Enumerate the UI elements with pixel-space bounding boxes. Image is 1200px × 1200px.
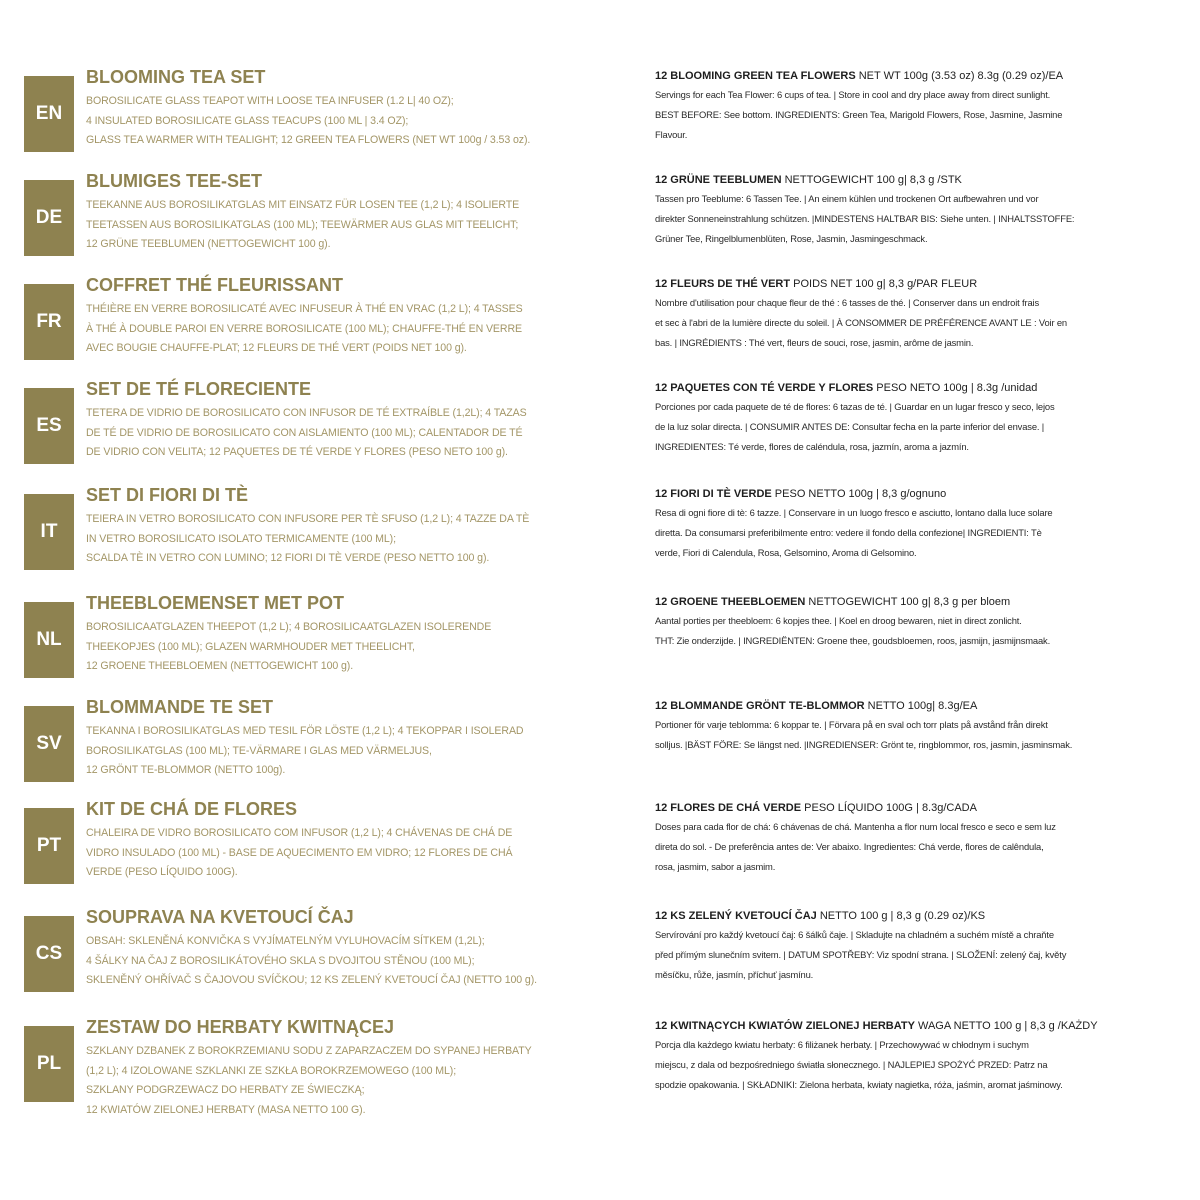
product-contents-line: SZKLANY PODGRZEWACZ DO HERBATY ZE ŚWIECZKĄ;	[86, 1084, 365, 1096]
product-contents-line: TETERA DE VIDRIO DE BOROSILICATO CON INFUSOR DE TÉ EXTRAÍBLE (1,2L); 4 TAZAS	[86, 407, 527, 419]
product-contents-line: IN VETRO BOROSILICATO ISOLATO TERMICAMENTE (100 ML);	[86, 532, 396, 545]
tea-flowers-heading-bold: 12 KS ZELENÝ KVETOUCÍ ČAJ	[655, 910, 817, 922]
product-contents-line: 12 GRÜNE TEEBLUMEN (NETTOGEWICHT 100 g).	[86, 238, 331, 250]
tea-flowers-heading-bold: 12 FLORES DE CHÁ VERDE	[655, 802, 802, 814]
net-weight-text: NETTO 100g| 8.3g/EA	[864, 700, 978, 712]
product-contents-block	[86, 484, 646, 569]
language-code-badge: EN	[24, 76, 74, 152]
tea-flowers-info-line: et sec à l'abri de la lumière directe du soleil. | À CONSOMMER DE PRÉFÉRENCE AVANT LE : Voir en	[655, 317, 1067, 328]
product-contents-line: VERDE (PESO LÍQUIDO 100G).	[86, 866, 238, 878]
product-contents-line: BOROSILIKATGLAS (100 ML); TE-VÄRMARE I GLAS MED VÄRMELJUS,	[86, 744, 432, 757]
product-set-title: KIT DE CHÁ DE FLORES	[86, 799, 298, 819]
tea-flowers-info-line: miejscu, z dala od bezpośredniego światła słonecznego. | NAJLEPIEJ SPOŻYĆ PRZED: Patrz na	[655, 1059, 1048, 1070]
tea-flowers-info-block	[655, 276, 1193, 353]
product-contents-line: BOROSILICATE GLASS TEAPOT WITH LOOSE TEA INFUSER (1.2 L| 40 OZ);	[86, 95, 454, 107]
language-entry-it	[0, 485, 1200, 594]
net-weight-text: POIDS NET 100 g| 8,3 g/PAR FLEUR	[790, 278, 978, 290]
tea-flowers-info-line: diretta. Da consumarsi preferibilmente entro: vedere il fondo della confezione| INGREDIENTI: Tè	[655, 527, 1042, 538]
language-entry-sv	[0, 697, 1200, 806]
tea-flowers-info-line: Servings for each Tea Flower: 6 cups of tea. | Store in cool and dry place away from direct sunlight.	[655, 89, 1051, 100]
net-weight-text: WAGA NETTO 100 g | 8,3 g /KAŻDY	[914, 1020, 1098, 1032]
tea-flowers-info-line: Porcja dla każdego kwiatu herbaty: 6 filiżanek herbaty. | Przechowywać w chłodnym i suchym	[655, 1039, 1029, 1050]
tea-flowers-info-line: rosa, jasmim, sabor a jasmim.	[655, 861, 776, 872]
product-contents-line: DE TÉ DE VIDRIO DE BOROSILICATO CON AISLAMIENTO (100 ML); CALENTADOR DE TÉ	[86, 426, 523, 439]
product-contents-line: SZKLANY DZBANEK Z BOROKRZEMIANU SODU Z ZAPARZACZEM DO SYPANEJ HERBATY	[86, 1045, 532, 1057]
product-contents-line: OBSAH: SKLENĚNÁ KONVIČKA S VYJÍMATELNÝM VYLUHOVACÍM SÍTKEM (1,2L);	[86, 935, 485, 947]
product-set-title: BLOMMANDE TE SET	[86, 697, 273, 717]
product-set-title: SOUPRAVA NA KVETOUCÍ ČAJ	[86, 907, 354, 927]
product-contents-line: SKLENĚNÝ OHŘÍVAČ S ČAJOVOU SVÍČKOU; 12 KS ZELENÝ KVETOUCÍ ČAJ (NETTO 100 g).	[86, 974, 537, 986]
language-code-badge: CS	[24, 916, 74, 992]
language-code-badge: ES	[24, 388, 74, 464]
product-contents-line: TEEKANNE AUS BOROSILIKATGLAS MIT EINSATZ FÜR LOSEN TEE (1,2 L); 4 ISOLIERTE	[86, 199, 520, 211]
tea-flowers-heading	[655, 594, 1193, 611]
tea-flowers-info-line: Doses para cada flor de chá: 6 chávenas de chá. Mantenha a flor num local fresco e seco e sem luz	[655, 821, 1056, 832]
product-contents-line: 12 KWIATÓW ZIELONEJ HERBATY (MASA NETTO 100 G).	[86, 1103, 366, 1116]
language-entry-fr	[0, 275, 1200, 384]
language-entry-nl	[0, 593, 1200, 702]
language-code-badge: FR	[24, 284, 74, 360]
product-contents-line: 12 GROENE THEEBLOEMEN (NETTOGEWICHT 100 g).	[86, 660, 354, 672]
tea-flowers-info-block	[655, 594, 1193, 651]
tea-flowers-info-line: spodzie opakowania. | SKŁADNIKI: Zielona herbata, kwiaty nagietka, róża, jaśmin, aromat jaśminowy.	[655, 1079, 1063, 1090]
tea-flowers-info-line: Servírování pro každý kvetoucí čaj: 6 šálků čaje. | Skladujte na chladném a suchém místě a chraňte	[655, 929, 1054, 940]
net-weight-text: PESO LÍQUIDO 100G | 8.3g/CADA	[801, 802, 977, 814]
net-weight-text: PESO NETTO 100g | 8,3 g/ognuno	[771, 488, 947, 500]
tea-flowers-info-line: Resa di ogni fiore di tè: 6 tazze. | Conservare in un luogo fresco e asciutto, lontano dalla luce solare	[655, 507, 1053, 518]
net-weight-text: NETTOGEWICHT 100 g| 8,3 g /STK	[781, 174, 962, 186]
tea-flowers-info-line: Flavour.	[655, 129, 688, 140]
product-contents-line: GLASS TEA WARMER WITH TEALIGHT; 12 GREEN TEA FLOWERS (NET WT 100g / 3.53 oz).	[86, 134, 531, 146]
product-contents-block	[86, 378, 646, 463]
tea-flowers-info-line: INGREDIENTES: Té verde, flores de caléndula, rosa, jazmín, aroma a jazmín.	[655, 441, 969, 452]
tea-flowers-info-line: THT: Zie onderzijde. | INGREDIËNTEN: Groene thee, goudsbloemen, roos, jasmijn, jasmijnsmaak.	[655, 635, 1051, 646]
tea-flowers-heading	[655, 172, 1193, 189]
tea-flowers-heading-bold: 12 GROENE THEEBLOEMEN	[655, 596, 806, 608]
product-contents-block	[86, 170, 646, 255]
tea-flowers-info-block	[655, 68, 1193, 145]
tea-flowers-info-block	[655, 800, 1193, 877]
tea-flowers-info-line: měsíčku, růže, jasmín, příchuť jasmínu.	[655, 969, 814, 980]
tea-flowers-info-line: verde, Fiori di Calendula, Rosa, Gelsomino, Aroma di Gelsomino.	[655, 547, 917, 558]
product-contents-block	[86, 66, 646, 151]
product-contents-line: 12 GRÖNT TE-BLOMMOR (NETTO 100g).	[86, 764, 286, 776]
tea-flowers-info-line: Tassen pro Teeblume: 6 Tassen Tee. | An einem kühlen und trockenen Ort aufbewahren und vor	[655, 193, 1039, 204]
net-weight-text: NETTOGEWICHT 100 g| 8,3 g per bloem	[805, 596, 1011, 608]
tea-flowers-info-line: Grüner Tee, Ringelblumenblüten, Rose, Jasmin, Jasmingeschmack.	[655, 233, 928, 244]
product-set-title: THEEBLOEMENSET MET POT	[86, 593, 345, 613]
product-set-title: SET DI FIORI DI TÈ	[86, 485, 249, 505]
product-set-title: SET DE TÉ FLORECIENTE	[86, 379, 312, 399]
tea-flowers-heading	[655, 1018, 1193, 1035]
tea-flowers-info-line: BEST BEFORE: See bottom. INGREDIENTS: Green Tea, Marigold Flowers, Rose, Jasmine, Jasmine	[655, 109, 1063, 120]
product-contents-line: TEKANNA I BOROSILIKATGLAS MED TESIL FÖR LÖSTE (1,2 L); 4 TEKOPPAR I ISOLERAD	[86, 725, 524, 737]
tea-flowers-heading	[655, 380, 1193, 397]
tea-flowers-info-line: Porciones por cada paquete de té de flores: 6 tazas de té. | Guardar en un lugar fresco y seco, lejos	[655, 401, 1055, 412]
tea-flowers-info-block	[655, 1018, 1193, 1095]
tea-flowers-info-line: Aantal porties per theebloem: 6 kopjes thee. | Koel en droog bewaren, niet in direct zonlicht.	[655, 615, 1022, 626]
language-entry-pl	[0, 1017, 1200, 1126]
product-contents-line: BOROSILICAATGLAZEN THEEPOT (1,2 L); 4 BOROSILICAATGLAZEN ISOLERENDE	[86, 621, 492, 633]
tea-flowers-info-line: direkter Sonneneinstrahlung schützen. |MINDESTENS HALTBAR BIS: Siehe unten. | INHALTSSTOFFE:	[655, 213, 1075, 224]
tea-flowers-info-line: bas. | INGRÉDIENTS : Thé vert, fleurs de souci, rose, jasmin, arôme de jasmin.	[655, 337, 974, 348]
tea-flowers-info-line: Portioner för varje teblomma: 6 koppar te. | Förvara på en sval och torr plats på avstånd från direkt	[655, 719, 1048, 730]
product-set-title: ZESTAW DO HERBATY KWITNĄCEJ	[86, 1017, 395, 1037]
product-contents-block	[86, 274, 646, 359]
product-contents-line: DE VIDRIO CON VELITA; 12 PAQUETES DE TÉ VERDE Y FLORES (PESO NETO 100 g).	[86, 446, 508, 458]
language-code-badge: PT	[24, 808, 74, 884]
product-contents-line: THÉIÈRE EN VERRE BOROSILICATÉ AVEC INFUSEUR À THÉ EN VRAC (1,2 L); 4 TASSES	[86, 303, 523, 315]
tea-flowers-heading-bold: 12 FIORI DI TÈ VERDE	[655, 488, 772, 500]
product-contents-line: 4 INSULATED BOROSILICATE GLASS TEACUPS (100 ML | 3.4 OZ);	[86, 114, 409, 127]
product-contents-block	[86, 906, 646, 991]
language-entry-de	[0, 171, 1200, 280]
product-contents-block	[86, 798, 646, 883]
tea-flowers-heading-bold: 12 PAQUETES CON TÉ VERDE Y FLORES	[655, 382, 874, 394]
product-contents-line: TEIERA IN VETRO BOROSILICATO CON INFUSORE PER TÈ SFUSO (1,2 L); 4 TAZZE DA TÈ	[86, 513, 530, 525]
tea-flowers-heading-bold: 12 BLOOMING GREEN TEA FLOWERS	[655, 70, 856, 82]
tea-flowers-info-line: před přímým slunečním svitem. | DATUM SPOTŘEBY: Viz spodní strana. | SLOŽENÍ: zelený čaj, květy	[655, 949, 1067, 960]
tea-flowers-heading	[655, 800, 1193, 817]
tea-flowers-info-line: direta do sol. - De preferência antes de: Ver abaixo. Ingredientes: Chá verde, flores de calêndula,	[655, 841, 1044, 852]
tea-flowers-info-block	[655, 380, 1193, 457]
tea-flowers-info-block	[655, 172, 1193, 249]
tea-flowers-heading-bold: 12 KWITNĄCYCH KWIATÓW ZIELONEJ HERBATY	[655, 1020, 915, 1032]
tea-flowers-heading-bold: 12 GRÜNE TEEBLUMEN	[655, 174, 782, 186]
product-contents-line: SCALDA TÈ IN VETRO CON LUMINO; 12 FIORI DI TÈ VERDE (PESO NETTO 100 g).	[86, 552, 490, 564]
product-contents-line: (1,2 L); 4 IZOLOWANE SZKLANKI ZE SZKŁA BOROKRZEMOWEGO (100 ML);	[86, 1064, 457, 1077]
product-contents-block	[86, 592, 646, 677]
net-weight-text: PESO NETO 100g | 8.3g /unidad	[873, 382, 1038, 394]
product-contents-block	[86, 1016, 646, 1120]
net-weight-text: NET WT 100g (3.53 oz) 8.3g (0.29 oz)/EA	[855, 70, 1064, 82]
product-contents-line: 4 ŠÁLKY NA ČAJ Z BOROSILIKÁTOVÉHO SKLA S DVOJITOU STĚNOU (100 ML);	[86, 954, 475, 967]
language-code-badge: NL	[24, 602, 74, 678]
net-weight-text: NETTO 100 g | 8,3 g (0.29 oz)/KS	[816, 910, 986, 922]
tea-flowers-info-block	[655, 486, 1193, 563]
tea-flowers-heading	[655, 698, 1193, 715]
tea-flowers-heading-bold: 12 FLEURS DE THÉ VERT	[655, 278, 791, 290]
language-entry-cs	[0, 907, 1200, 1016]
product-contents-line: VIDRO INSULADO (100 ML) - BASE DE AQUECIMENTO EM VIDRO; 12 FLORES DE CHÁ	[86, 846, 513, 859]
product-contents-line: TEETASSEN AUS BOROSILIKATGLAS (100 ML); TEEWÄRMER AUS GLAS MIT TEELICHT;	[86, 218, 519, 231]
tea-flowers-heading	[655, 276, 1193, 293]
tea-flowers-heading	[655, 908, 1193, 925]
language-code-badge: PL	[24, 1026, 74, 1102]
product-contents-line: À THÉ À DOUBLE PAROI EN VERRE BOROSILICATE (100 ML); CHAUFFE-THÉ EN VERRE	[86, 322, 522, 335]
language-code-badge: SV	[24, 706, 74, 782]
tea-flowers-heading	[655, 68, 1193, 85]
language-entry-es	[0, 379, 1200, 488]
language-code-badge: IT	[24, 494, 74, 570]
tea-flowers-info-block	[655, 698, 1193, 755]
language-code-badge: DE	[24, 180, 74, 256]
product-contents-line: CHALEIRA DE VIDRO BOROSILICATO COM INFUSOR (1,2 L); 4 CHÁVENAS DE CHÁ DE	[86, 827, 513, 839]
tea-flowers-info-line: de la luz solar directa. | CONSUMIR ANTES DE: Consultar fecha en la parte inferior del envase. |	[655, 421, 1045, 432]
product-contents-line: AVEC BOUGIE CHAUFFE-PLAT; 12 FLEURS DE THÉ VERT (POIDS NET 100 g).	[86, 342, 467, 354]
product-contents-line: THEEKOPJES (100 ML); GLAZEN WARMHOUDER MET THEELICHT,	[86, 640, 415, 653]
tea-flowers-heading	[655, 486, 1193, 503]
product-set-title: COFFRET THÉ FLEURISSANT	[86, 275, 343, 295]
product-set-title: BLOOMING TEA SET	[86, 67, 266, 87]
language-entry-pt	[0, 799, 1200, 908]
tea-flowers-heading-bold: 12 BLOMMANDE GRÖNT TE-BLOMMOR	[655, 700, 865, 712]
tea-flowers-info-line: Nombre d'utilisation pour chaque fleur de thé : 6 tasses de thé. | Conserver dans un endroit frais	[655, 297, 1040, 308]
tea-flowers-info-block	[655, 908, 1193, 985]
product-contents-block	[86, 696, 646, 781]
language-entry-en	[0, 67, 1200, 176]
product-set-title: BLUMIGES TEE-SET	[86, 171, 263, 191]
tea-flowers-info-line: solljus. |BÄST FÖRE: Se längst ned. |INGREDIENSER: Grönt te, ringblommor, ros, jasmin, jasminsmak.	[655, 739, 1073, 750]
